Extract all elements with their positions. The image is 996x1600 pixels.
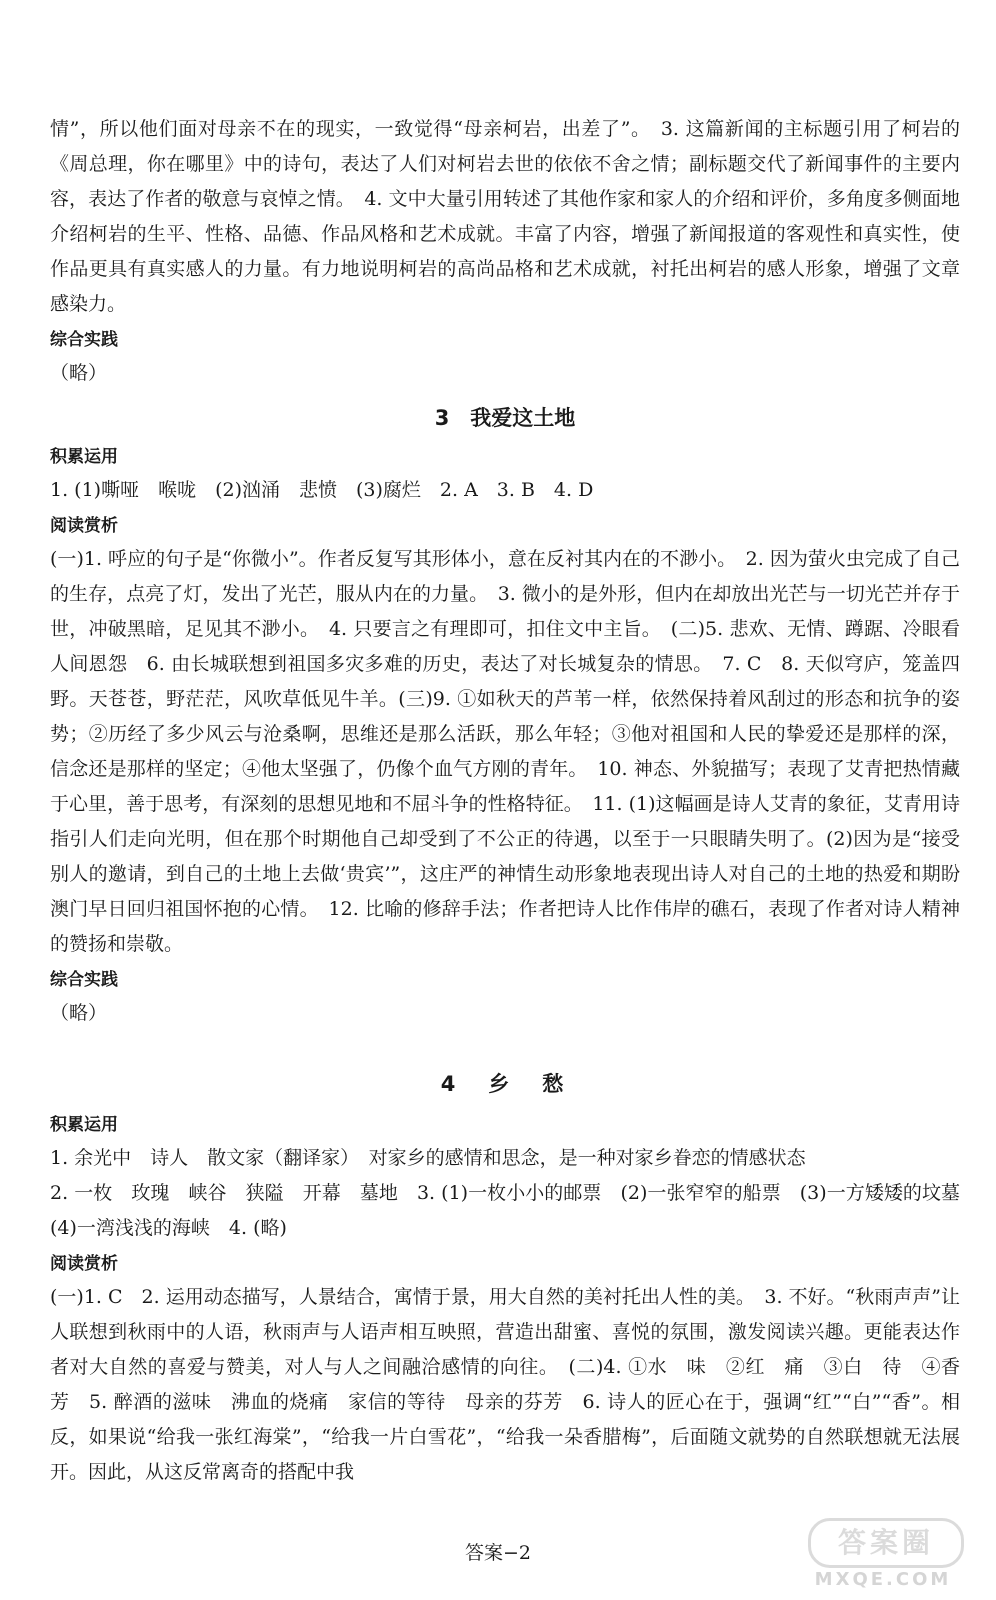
watermark-logo xyxy=(788,1518,978,1590)
lesson4-accum-line2: 2. 一枚 玫瑰 峡谷 狭隘 开幕 墓地 3. (1)一枚小小的邮票 (2)一张窄窄的船票 (3)一方矮矮的坟墓 (4)一湾浅浅的海峡 4. (略) xyxy=(50,1182,980,1239)
page-number: 答案−2 xyxy=(464,1542,531,1564)
lesson3-reading-heading: 阅读赏析 xyxy=(50,516,118,536)
lesson3-practice-text: （略） xyxy=(50,1002,108,1024)
lesson4-accum-heading: 积累运用 xyxy=(50,1115,118,1135)
lesson4-accum-line1: 1. 余光中 诗人 散文家（翻译家） 对家乡的感情和思念，是一种对家乡眷恋的情感状态 xyxy=(50,1147,806,1169)
answer-page xyxy=(50,112,980,1490)
lesson3-title: 3 我爱这土地 xyxy=(434,406,576,430)
lesson4-title: 4 乡 愁 xyxy=(440,1072,570,1096)
lesson3-reading-text: (一)1. 呼应的句子是“你微小”。作者反复写其形体小，意在反衬其内在的不渺小。 2. 因为萤火虫完成了自己的生存，点亮了灯，发出了光芒，服从内在的力量。 3. 微小的是外形，但内在却放出光芒与一切光芒并存于世，冲破黑暗，足见其不渺小。 4. 只要言之有理即可，扣住文中主旨。 (二)5. 悲欢、无情、蹲踞、冷眼看人间恩怨 6. 由长城联想到祖国多灾多难的历史，表达了对长城复杂的情思。 7. C 8. 天似穹庐，笼盖四野。天苍苍，野茫茫，风吹草低见牛羊。(三)9. ①如秋天的芦苇一样，依然保持着风刮过的形态和抗争的姿势；②历经了多少风云与沧桑啊，思维还是那么活跃，那么年轻；③他对祖国和人民的挚爱还是那样的深，信念还是那样的坚定；④他太坚强了，仍像个血气方刚的青年。 10. 神态、外貌描写；表现了艾青把热情藏于心里，善于思考，有深刻的思想见地和不屈斗争的性格特征。 11. (1)这幅画是诗人艾青的象征，艾青用诗指引人们走向光明，但在那个时期他自己却受到了不公正的待遇，以至于一只眼睛失明了。(2)因为是“接受别人的邀请，到自己的土地上去做‘贵宾’”，这庄严的神情生动形象地表现出诗人对自己的土地的热爱和期盼澳门早日回归祖国怀抱的心情。 12. 比喻的修辞手法；作者把诗人比作伟岸的礁石，表现了作者对诗人精神的赞扬和崇敬。 xyxy=(50,548,960,955)
watermark-site-text: MXQE.COM xyxy=(814,1569,952,1590)
lesson3-accum-heading: 积累运用 xyxy=(50,447,118,467)
lesson3-accum-text: 1. (1)嘶哑 喉咙 (2)汹涌 悲愤 (3)腐烂 2. A 3. B 4. D xyxy=(50,479,594,501)
intro-practice-heading: 综合实践 xyxy=(50,330,118,350)
watermark-logo-text: 答案圈 xyxy=(808,1518,964,1568)
intro-paragraph: 情”，所以他们面对母亲不在的现实，一致觉得“母亲柯岩，出差了”。 3. 这篇新闻的主标题引用了柯岩的《周总理，你在哪里》中的诗句，表达了人们对柯岩去世的依依不舍之情；副标题交代了新闻事件的主要内容，表达了作者的敬意与哀悼之情。 4. 文中大量引用转述了其他作家和家人的介绍和评价，多角度多侧面地介绍柯岩的生平、性格、品德、作品风格和艺术成就。丰富了内容，增强了新闻报道的客观性和真实性，使作品更具有真实感人的力量。有力地说明柯岩的高尚品格和艺术成就，衬托出柯岩的感人形象，增强了文章感染力。 xyxy=(50,118,960,315)
lesson4-reading-heading: 阅读赏析 xyxy=(50,1254,118,1274)
lesson3-practice-heading: 综合实践 xyxy=(50,970,118,990)
lesson4-reading-text: (一)1. C 2. 运用动态描写，人景结合，寓情于景，用大自然的美衬托出人性的美。 3. 不好。“秋雨声声”让人联想到秋雨中的人语，秋雨声与人语声相互映照，营造出甜蜜、喜悦的氛围，激发阅读兴趣。更能表达作者对大自然的喜爱与赞美，对人与人之间融洽感情的向往。 (二)4. ①水 味 ②红 痛 ③白 待 ④香 芳 5. 醉酒的滋味 沸血的烧痛 家信的等待 母亲的芬芳 6. 诗人的匠心在于，强调“红”“白”“香”。相反，如果说“给我一张红海棠”，“给我一片白雪花”，“给我一朵香腊梅”，后面随文就势的自然联想就无法展开。因此，从这反常离奇的搭配中我 xyxy=(50,1286,980,1483)
intro-practice-text: （略） xyxy=(50,362,108,384)
